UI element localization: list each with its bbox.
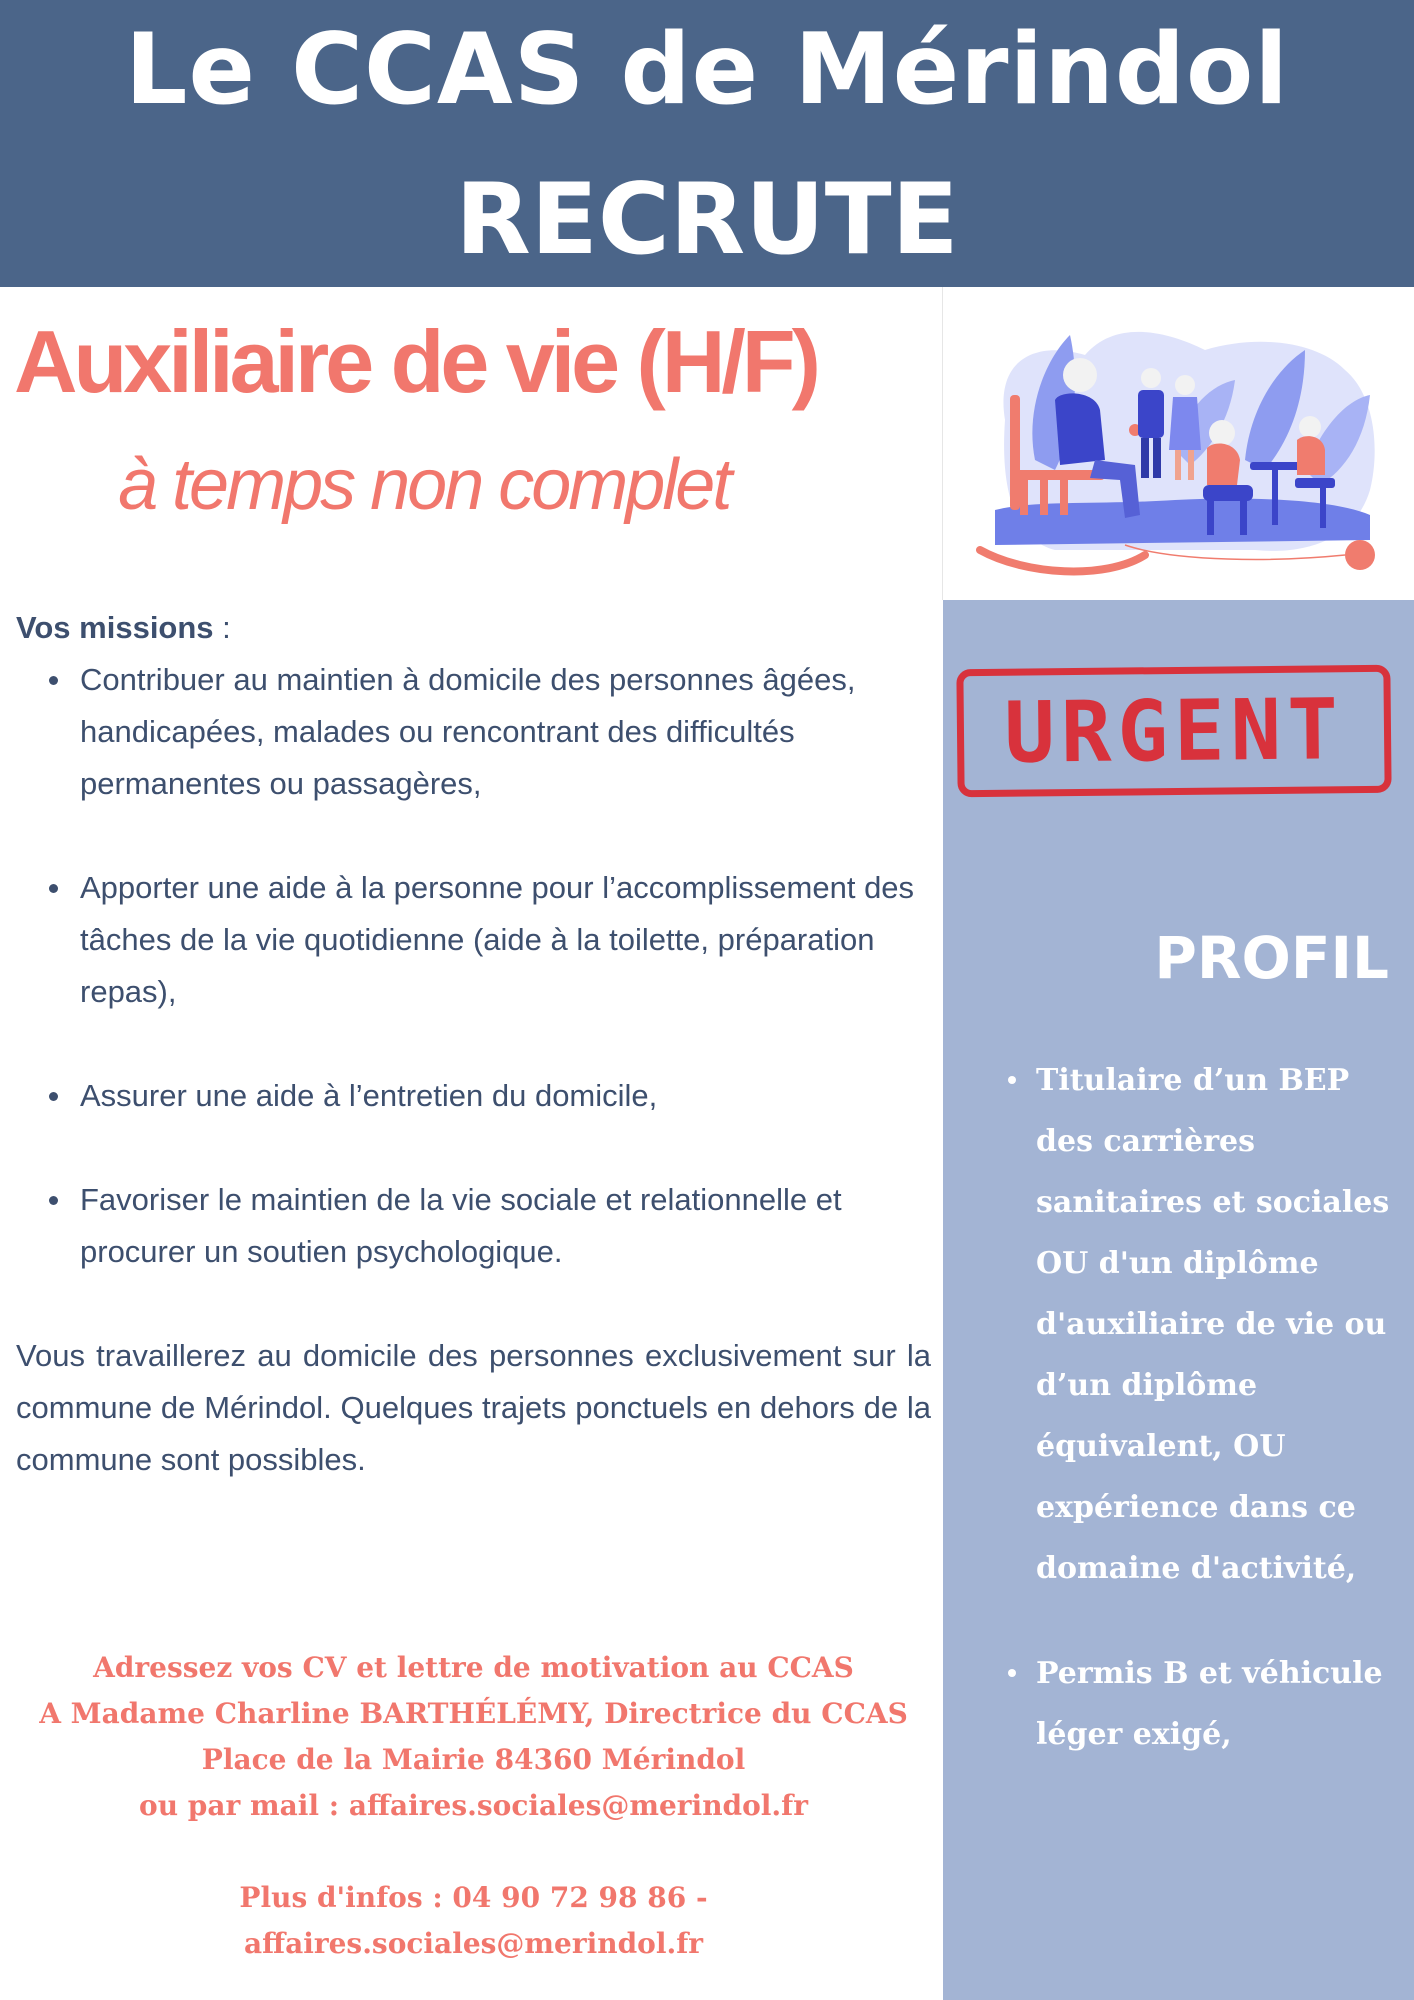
mission-item: Apporter une aide à la personne pour l’accomplissement des tâches de la vie quotidienne (aide à la toilette, préparation repas),: [80, 862, 931, 1018]
mission-item: Contribuer au maintien à domicile des personnes âgées, handicapées, malades ou rencontrant des difficultés permanentes ou passagères,: [80, 654, 931, 810]
missions-list: [16, 654, 931, 1278]
contact-section: [16, 1645, 931, 1967]
header-title: Le CCAS de Mérindol: [125, 13, 1289, 127]
mission-item: Favoriser le maintien de la vie sociale et relationnelle et procurer un soutien psychologique.: [80, 1174, 931, 1278]
job-subtitle: à temps non complet: [118, 445, 730, 525]
header-banner: [0, 0, 1414, 287]
missions-section: [16, 602, 931, 1517]
work-location-paragraph: Vous travaillerez au domicile des personnes exclusivement sur la commune de Mérindol. Quelques trajets ponctuels en dehors de la commune sont possibles.: [16, 1338, 931, 1477]
missions-heading: Vos missions :: [16, 610, 231, 645]
profil-heading: PROFIL: [1154, 924, 1389, 992]
contact-address: Place de la Mairie 84360 Mérindol: [201, 1743, 746, 1776]
profil-list: [1036, 1050, 1396, 1809]
elderly-care-illustration: [975, 300, 1385, 590]
contact-line: A Madame Charline BARTHÉLÉMY, Directrice du CCAS: [39, 1697, 908, 1730]
urgent-stamp: URGENT: [956, 665, 1391, 798]
spacer: [16, 1829, 931, 1875]
profil-item: Titulaire d’un BEP des carrières sanitaires et sociales OU d'un diplôme d'auxiliaire de vie ou d’un diplôme équivalent, OU expérience dans ce domaine d'activité,: [1036, 1050, 1396, 1599]
contact-email[interactable]: affaires.sociales@merindol.fr: [243, 1927, 704, 1960]
contact-phone-line[interactable]: Plus d'infos : 04 90 72 98 86 -: [239, 1881, 708, 1914]
header-recrute: RECRUTE: [455, 163, 959, 277]
column-divider: [942, 287, 943, 600]
profil-item: Permis B et véhicule léger exigé,: [1036, 1643, 1396, 1765]
job-title: Auxiliaire de vie (H/F): [14, 312, 817, 411]
mission-item: Assurer une aide à l’entretien du domicile,: [80, 1070, 931, 1122]
contact-line: Adressez vos CV et lettre de motivation au CCAS: [93, 1651, 854, 1684]
contact-email-line[interactable]: ou par mail : affaires.sociales@merindol.fr: [139, 1789, 808, 1822]
